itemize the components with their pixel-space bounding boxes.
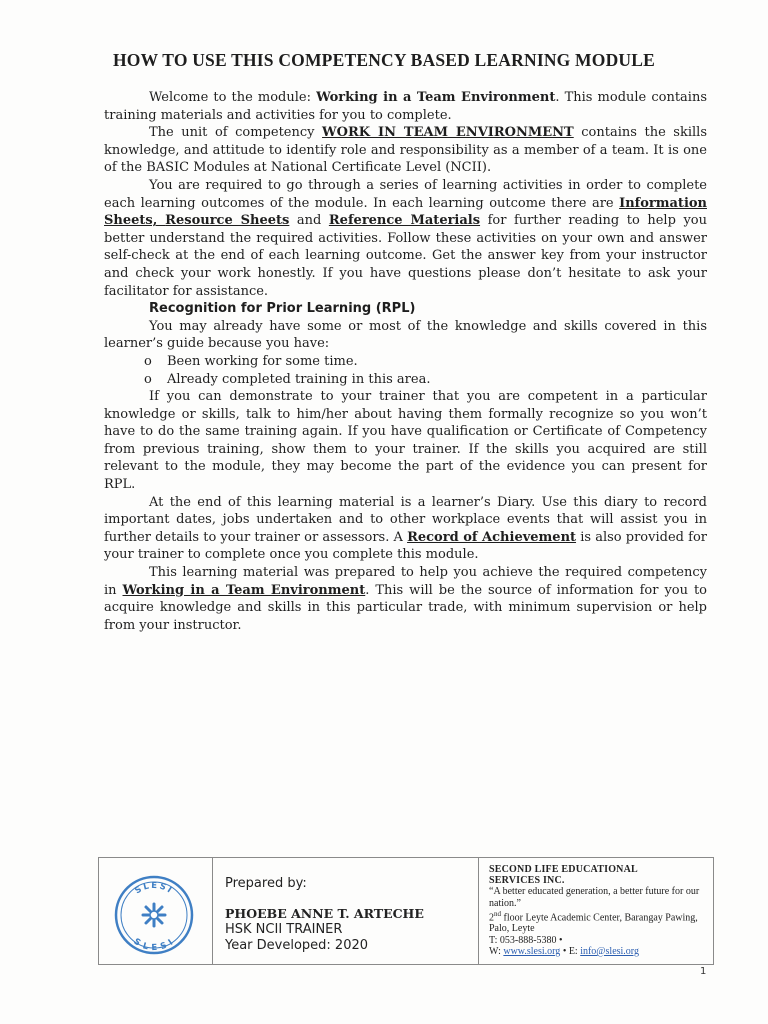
text: 2	[489, 912, 494, 924]
page-title: HOW TO USE THIS COMPETENCY BASED LEARNING MODULE	[113, 50, 655, 70]
text: • E:	[560, 945, 581, 957]
text: At the end of this learning material is a learner’s Diary. Use this diary to record important dates, jobs undertaken and to other workplace events that will assist you in further details to your trainer or assessors. A	[104, 494, 707, 545]
resource-sheets: Resource Sheets	[165, 213, 290, 229]
module-name: Working in a Team Environment	[122, 582, 366, 598]
rpl-list	[104, 353, 707, 388]
org-tagline: “A better educated generation, a better future for our nation.”	[489, 886, 700, 909]
reference-materials: Reference Materials	[328, 213, 481, 229]
text: . This module contains training materials and activities for you to complete.	[104, 90, 708, 123]
org-name-line-1: SECOND LIFE EDUCATIONAL	[489, 864, 638, 875]
list-item-text: Been working for some time.	[167, 353, 358, 369]
logo-text-top: SLESI	[133, 880, 175, 897]
list-item-text: Already completed training in this area.	[167, 371, 431, 387]
slesi-logo-icon	[113, 874, 195, 956]
text: You are required to go through a series of learning activities in order to complete each learning outcomes of the module. In each learning outcome there are	[104, 177, 707, 211]
module-instructions	[104, 89, 707, 634]
bullet-icon: o	[144, 353, 152, 369]
text: . This will be the source of information for you to acquire knowledge and skills in this particular trade, with minimum supervision or help from your instructor.	[104, 582, 708, 633]
rpl-paragraph-3	[104, 494, 707, 564]
author-name: PHOEBE ANNE T. ARTECHE	[225, 906, 424, 921]
website-link[interactable]: www.slesi.org	[503, 945, 561, 957]
prepared-by-cell	[213, 858, 479, 964]
text: Welcome to the module:	[149, 90, 317, 105]
record-of-achievement: Record of Achievement	[407, 529, 577, 545]
text: contains the skills knowledge, and attitude to identify role and responsibility as a member of a team. It is one of the BASIC Modules at National Certificate Level (NCII).	[104, 125, 707, 176]
email-link[interactable]: info@slesi.org	[580, 945, 639, 957]
org-name-line-2: SERVICES INC.	[489, 875, 565, 887]
intro-paragraph-3	[104, 177, 707, 300]
page-number: 1	[700, 966, 707, 977]
logo-cell	[99, 858, 213, 964]
org-contacts	[489, 946, 711, 957]
logo-text-bottom: SLESI	[131, 936, 177, 954]
module-name: Working in a Team Environment	[316, 90, 556, 105]
svg-text:SLESI	[133, 881, 175, 897]
text: nd	[494, 909, 501, 918]
intro-paragraph-1	[104, 89, 707, 124]
list-item	[144, 371, 707, 389]
author-role: HSK NCII TRAINER	[225, 922, 343, 937]
rpl-paragraph-2: If you can demonstrate to your trainer that you are competent in a particular knowledge or skills, talk to him/her about having them formally recognize so you won’t have to do the same training again. If you have qualification or Certificate of Competency from previous training, show them to your trainer. If the skills you acquired are still relevant to the module, they may become the part of the evidence you can present for RPL.	[104, 389, 707, 493]
text: for further reading to help you better understand the required activities. Follow these activities on your own and answer self-check at the end of each learning outcome. Get the answer key from your instructor and check your work honestly. If you have questions please don’t hesitate to ask your facilitator for assistance.	[104, 213, 707, 299]
text: and	[289, 213, 329, 229]
org-address	[489, 909, 711, 935]
organization-info	[489, 864, 711, 957]
unit-of-competency: WORK IN TEAM ENVIRONMENT	[322, 125, 574, 141]
information-sheets: Information Sheets,	[104, 195, 707, 229]
prepared-by-label: Prepared by:	[225, 876, 307, 891]
intro-paragraph-2	[104, 124, 707, 177]
rpl-heading: Recognition for Prior Learning (RPL)	[149, 301, 416, 317]
text: is also provided for your trainer to complete once you complete this module.	[104, 529, 707, 563]
footer-box	[98, 857, 714, 965]
year-developed: Year Developed: 2020	[225, 938, 369, 953]
list-item	[144, 353, 707, 371]
org-phone: T: 053-888-5380 •	[489, 934, 563, 946]
text: The unit of competency	[149, 125, 323, 141]
text: W:	[489, 945, 504, 957]
text: floor Leyte Academic Center, Barangay Pawing, Palo, Leyte	[489, 912, 698, 935]
rpl-paragraph-4	[104, 564, 707, 634]
bullet-icon: o	[144, 371, 152, 387]
rpl-paragraph-1: You may already have some or most of the knowledge and skills covered in this learner’s guide because you have:	[104, 318, 707, 352]
text: This learning material was prepared to help you achieve the required competency in	[104, 565, 707, 598]
